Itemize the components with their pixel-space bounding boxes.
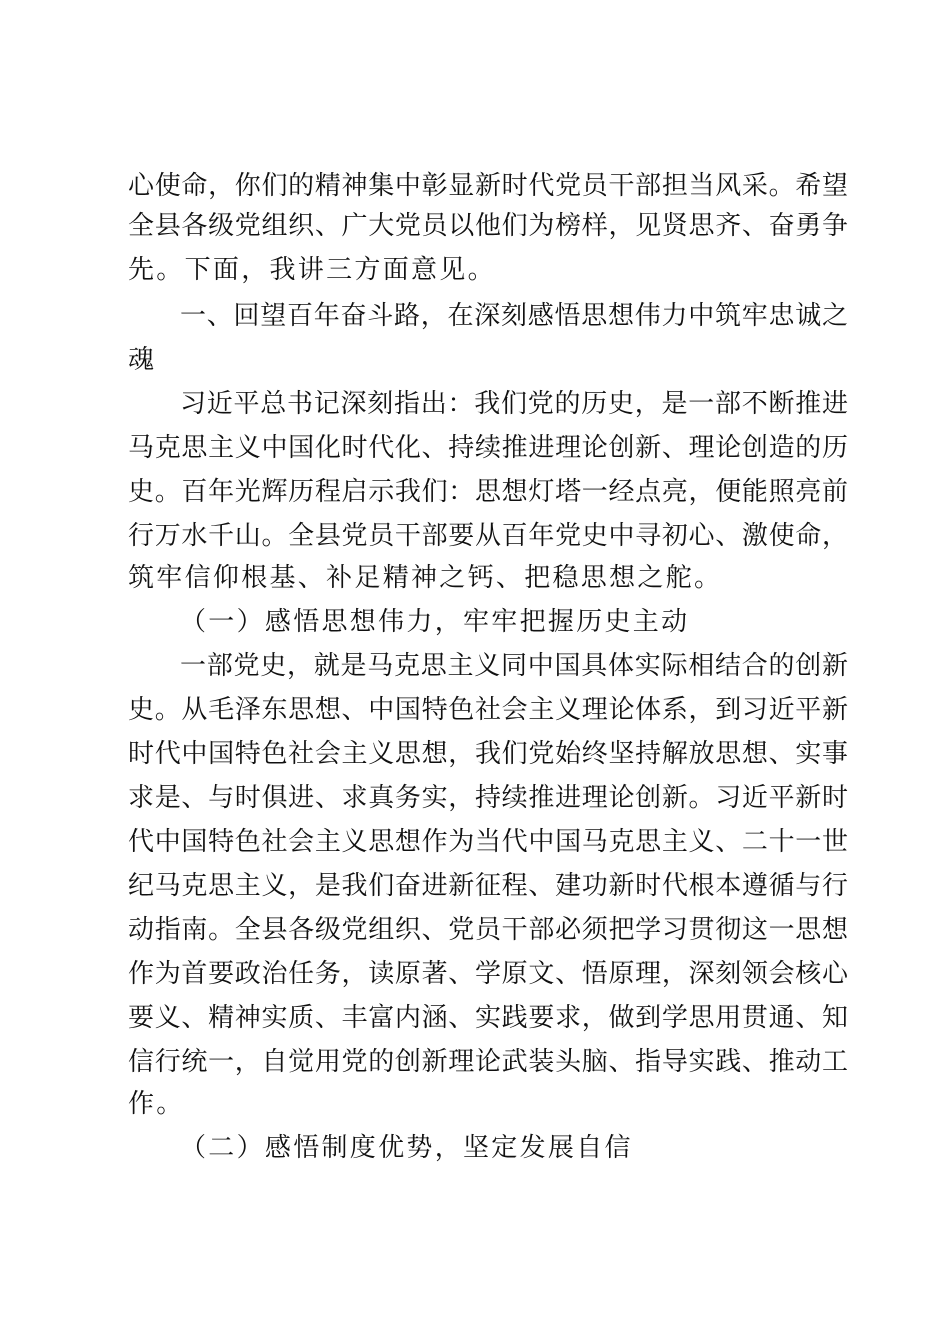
paragraph-line: 代中国特色社会主义思想作为当代中国马克思主义、二十一世 [128, 827, 848, 857]
paragraph-line: 作。 [128, 1089, 185, 1119]
paragraph-line: 习近平总书记深刻指出：我们党的历史，是一部不断推进 [180, 389, 848, 419]
paragraph-line: 信行统一，自觉用党的创新理论武装头脑、指导实践、推动工 [128, 1047, 848, 1077]
subsection-heading: （一）感悟思想伟力，牢牢把握历史主动 [180, 607, 690, 637]
paragraph-line: 全县各级党组织、广大党员以他们为榜样，见贤思齐、奋勇争 [128, 211, 848, 241]
paragraph-line: 马克思主义中国化时代化、持续推进理论创新、理论创造的历 [128, 433, 848, 463]
paragraph-line: 筑牢信仰根基、补足精神之钙、把稳思想之舵。 [128, 563, 723, 593]
paragraph-line: 心使命，你们的精神集中彰显新时代党员干部担当风采。希望 [128, 171, 848, 201]
paragraph-line: 史。百年光辉历程启示我们：思想灯塔一经点亮，便能照亮前 [128, 477, 848, 507]
paragraph-line: 要义、精神实质、丰富内涵、实践要求，做到学思用贯通、知 [128, 1003, 848, 1033]
paragraph-line: 时代中国特色社会主义思想，我们党始终坚持解放思想、实事 [128, 739, 848, 769]
paragraph-line: 纪马克思主义，是我们奋进新征程、建功新时代根本遵循与行 [128, 871, 848, 901]
paragraph-line: 一部党史，就是马克思主义同中国具体实际相结合的创新 [180, 651, 848, 681]
section-heading: 一、回望百年奋斗路，在深刻感悟思想伟力中筑牢忠诚之 [180, 301, 848, 331]
paragraph-line: 先。下面，我讲三方面意见。 [128, 255, 496, 285]
paragraph-line: 动指南。全县各级党组织、党员干部必须把学习贯彻这一思想 [128, 915, 848, 945]
subsection-heading: （二）感悟制度优势，坚定发展自信 [180, 1133, 633, 1163]
paragraph-line: 求是、与时俱进、求真务实，持续推进理论创新。习近平新时 [128, 783, 848, 813]
paragraph-line: 作为首要政治任务，读原著、学原文、悟原理，深刻领会核心 [128, 959, 848, 989]
paragraph-line: 行万水千山。全县党员干部要从百年党史中寻初心、激使命， [128, 521, 848, 551]
paragraph-line: 史。从毛泽东思想、中国特色社会主义理论体系，到习近平新 [128, 695, 848, 725]
section-heading-continued: 魂 [128, 345, 157, 375]
